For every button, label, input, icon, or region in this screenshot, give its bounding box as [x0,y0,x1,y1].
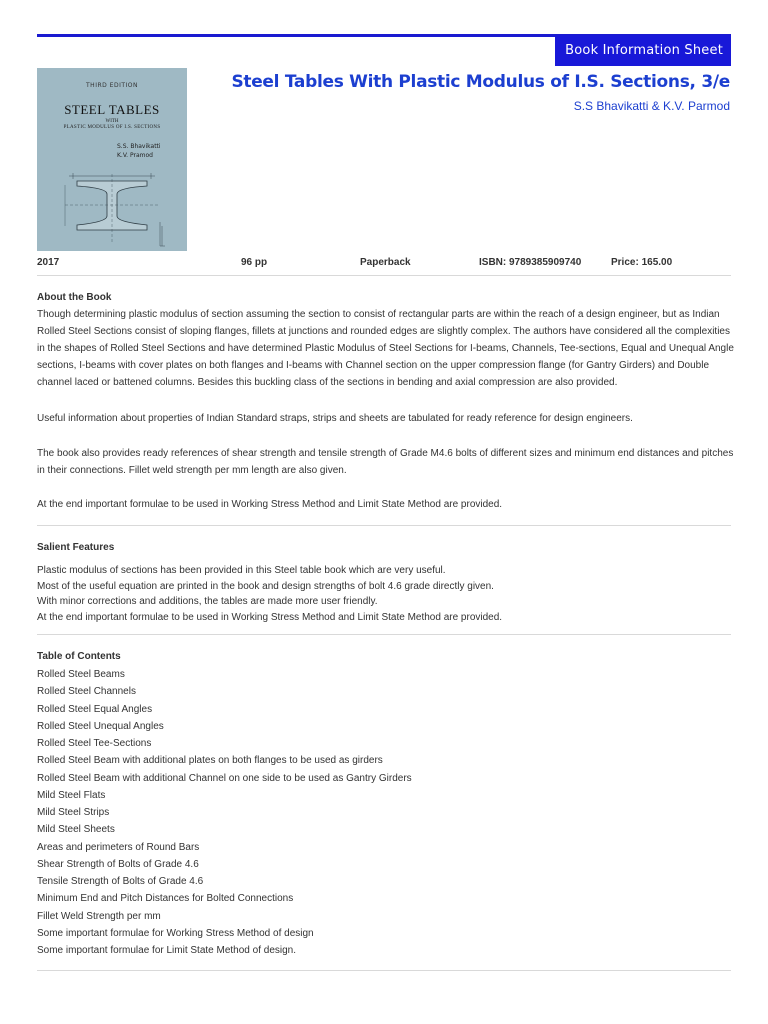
toc-item: Rolled Steel Channels [37,686,136,698]
binding-type: Paperback [360,257,411,268]
toc-item: Shear Strength of Bolts of Grade 4.6 [37,858,199,870]
about-paragraph-4: At the end important formulae to be used in Working Stress Method and Limit State Method are provided. [37,499,503,510]
toc-item: Tensile Strength of Bolts of Grade 4.6 [37,876,204,887]
toc-item: Fillet Weld Strength per mm [37,910,161,922]
page-count: 96 pp [241,257,268,268]
about-paragraph-1: Though determining plastic modulus of section assuming the section to consist of rectangular parts are within the reach of a design engineer, but as Indian Rolled Steel Sections consist of sloping flanges, fillets at junctions and rounded edges are slightly complex. The authors have considered all the complexities in the shapes of Rolled Steel Sections and have determined Plastic Modulus of Steel Sections for I-beams, Channels, Tee-sections, Equal and Unequal Angle sections, I-beams with cover plates on both flanges and I-beams with Channel section on the upper compression flange (for Gantry Girders) and Double channel laced or battened columns. Besides this buckling class of the sections in bending and axial compression are also provided. [37,309,734,388]
toc-item: Areas and perimeters of Round Bars [37,841,200,853]
divider [37,634,731,635]
toc-item: Rolled Steel Beam with additional Channel on one side to be used as Gantry Girders [37,772,412,784]
toc-item: Rolled Steel Unequal Angles [37,720,164,732]
cover-author-2: K.V. Pramod [117,152,153,159]
toc-item: Minimum End and Pitch Distances for Bolted Connections [37,893,294,905]
toc-item: Mild Steel Flats [37,789,106,801]
toc-list [37,666,412,959]
divider [37,275,731,276]
isbn: ISBN: 9789385909740 [479,257,582,268]
feature-item: At the end important formulae to be used in Working Stress Method and Limit State Method are provided. [37,611,503,623]
divider [37,525,731,526]
toc-item: Rolled Steel Beam with additional plates on both flanges to be used as girders [37,755,383,767]
divider [37,970,731,971]
cover-author-1: S.S. Bhavikatti [117,143,161,150]
book-authors: S.S Bhavikatti & K.V. Parmod [573,99,730,113]
about-heading: About the Book [37,292,112,303]
features-list [37,563,502,625]
cover-title: STEEL TABLES [64,102,160,117]
feature-item: Plastic modulus of sections has been provided in this Steel table book which are very useful. [37,565,446,576]
cover-edition: THIRD EDITION [86,82,138,89]
toc-item: Mild Steel Strips [37,807,110,818]
toc-item: Rolled Steel Beams [37,669,125,680]
toc-item: Mild Steel Sheets [37,824,115,836]
book-title: Steel Tables With Plastic Modulus of I.S. Sections, 3/e [231,72,730,92]
book-cover-image [37,68,187,251]
toc-item: Rolled Steel Equal Angles [37,703,153,715]
toc-item: Rolled Steel Tee-Sections [37,738,152,749]
about-paragraph-2: Useful information about properties of Indian Standard straps, strips and sheets are tabulated for ready reference for design engineers. [37,413,633,424]
cover-title-with: WITH [105,119,119,124]
cover-subtitle: PLASTIC MODULUS OF I.S. SECTIONS [63,125,161,130]
toc-heading: Table of Contents [37,651,121,662]
publication-year: 2017 [37,257,60,268]
feature-item: With minor corrections and additions, the tables are made more user friendly. [37,596,378,607]
feature-item: Most of the useful equation are printed in the book and design strengths of bolt 4.6 grade directly given. [37,580,494,592]
features-heading: Salient Features [37,542,115,553]
about-paragraph-3: The book also provides ready references of shear strength and tensile strength of Grade M4.6 bolts of different sizes and minimum end distances and pitches in their connections. Fillet weld strength per mm length are also given. [37,448,734,476]
price: Price: 165.00 [611,257,673,268]
toc-item: Some important formulae for Working Stress Method of design [37,927,314,939]
i-beam-drawing-icon [37,164,187,251]
book-information-sheet-badge: Book Information Sheet [555,35,731,66]
toc-item: Some important formulae for Limit State Method of design. [37,945,297,956]
